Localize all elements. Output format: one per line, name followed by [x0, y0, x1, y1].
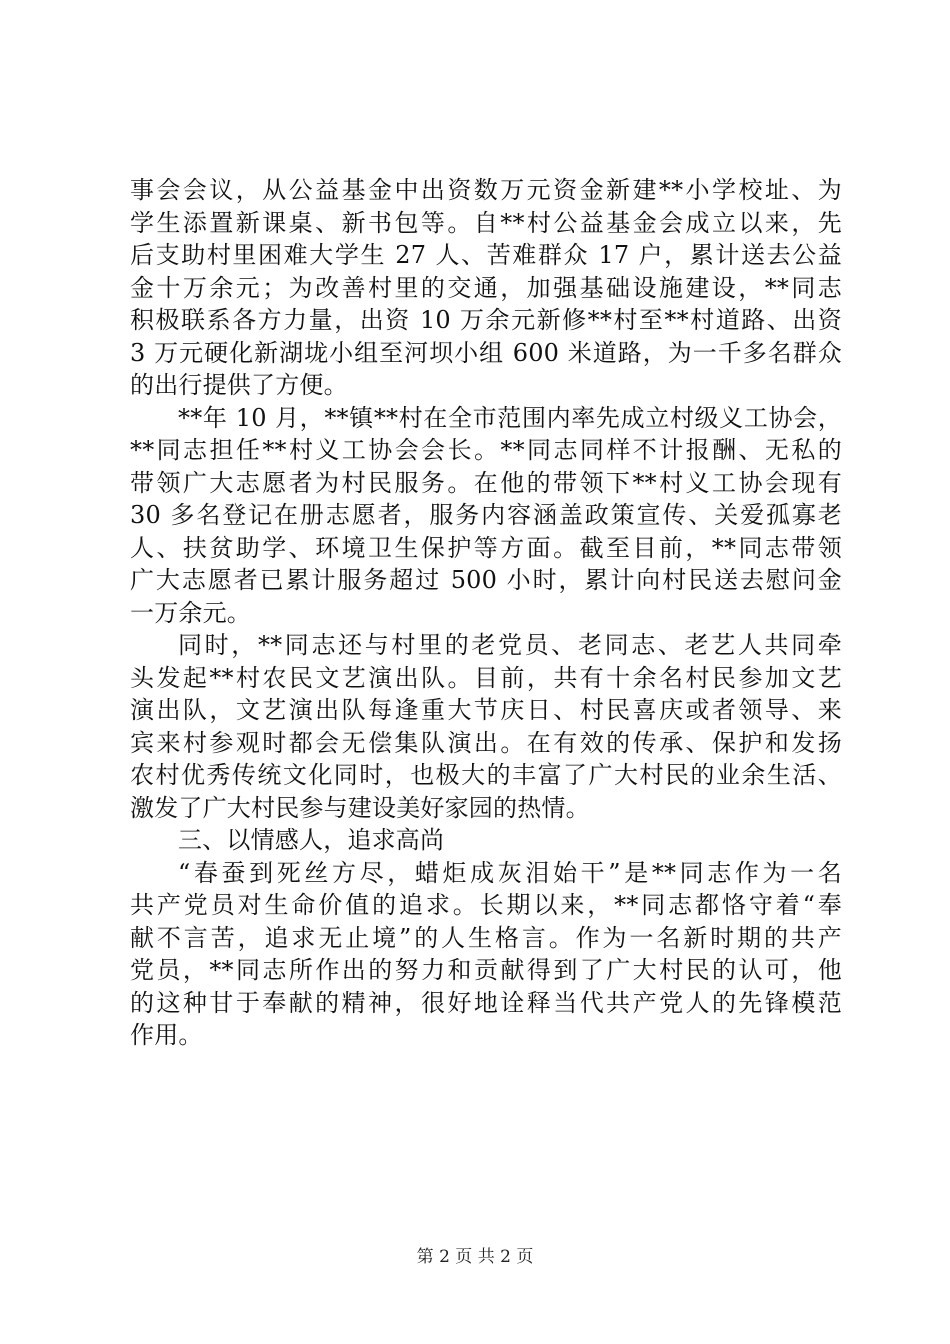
- section-heading: 三、以情感人，追求高尚: [178, 826, 445, 854]
- text-line: 事会会议，从公益基金中出资数万元资金新建**小学校址、为: [130, 176, 842, 204]
- text-line: 的出行提供了方便。: [130, 371, 348, 399]
- text-line: **同志担任**村义工协会会长。**同志同样不计报酬、无私的: [130, 436, 842, 464]
- text-line: 带领广大志愿者为村民服务。在他的带领下**村义工协会现有: [130, 468, 842, 497]
- paragraph-first-line: “春蚕到死丝方尽，蜡炬成灰泪始干”是**同志作为一名: [178, 858, 842, 887]
- page-number-footer: 第 2 页 共 2 页: [416, 1247, 534, 1267]
- text-line: 的这种甘于奉献的精神，很好地诠释当代共产党人的先锋模范: [130, 988, 842, 1017]
- text-line: 作用。: [130, 1021, 203, 1049]
- paragraph-first-line: **年 10 月，**镇**村在全市范围内率先成立村级义工协会，: [178, 403, 842, 432]
- text-line: 共产党员对生命价值的追求。长期以来，**同志都恪守着“奉: [130, 891, 842, 919]
- text-line: 人、扶贫助学、环境卫生保护等方面。截至目前，**同志带领: [130, 533, 842, 562]
- paragraph-first-line: 同时，**同志还与村里的老党员、老同志、老艺人共同牵: [178, 631, 842, 659]
- text-line: 广大志愿者已累计服务超过 500 小时，累计向村民送去慰问金: [130, 566, 842, 594]
- text-line: 党员，**同志所作出的努力和贡献得到了广大村民的认可，他: [130, 956, 842, 984]
- text-line: 激发了广大村民参与建设美好家园的热情。: [130, 793, 590, 822]
- text-line: 献不言苦，追求无止境”的人生格言。作为一名新时期的共产: [130, 923, 842, 952]
- text-line: 金十万余元；为改善村里的交通，加强基础设施建设，**同志: [130, 273, 842, 302]
- text-line: 学生添置新课桌、新书包等。自**村公益基金会成立以来，先: [130, 208, 842, 237]
- text-line: 积极联系各方力量，出资 10 万余元新修**村至**村道路、出资: [130, 306, 842, 334]
- text-line: 演出队，文艺演出队每逢重大节庆日、村民喜庆或者领导、来: [130, 696, 842, 724]
- document-body: [130, 174, 842, 1052]
- text-line: 农村优秀传统文化同时，也极大的丰富了广大村民的业余生活、: [130, 761, 842, 789]
- text-line: 一万余元。: [130, 598, 251, 627]
- text-line: 宾来村参观时都会无偿集队演出。在有效的传承、保护和发扬: [130, 728, 842, 757]
- text-line: 30 多名登记在册志愿者，服务内容涵盖政策宣传、关爱孤寡老: [130, 501, 842, 529]
- text-line: 头发起**村农民文艺演出队。目前，共有十余名村民参加文艺: [130, 663, 842, 692]
- text-line: 后支助村里困难大学生 27 人、苦难群众 17 户，累计送去公益: [130, 241, 842, 269]
- text-line: 3 万元硬化新湖垅小组至河坝小组 600 米道路，为一千多名群众: [130, 338, 842, 367]
